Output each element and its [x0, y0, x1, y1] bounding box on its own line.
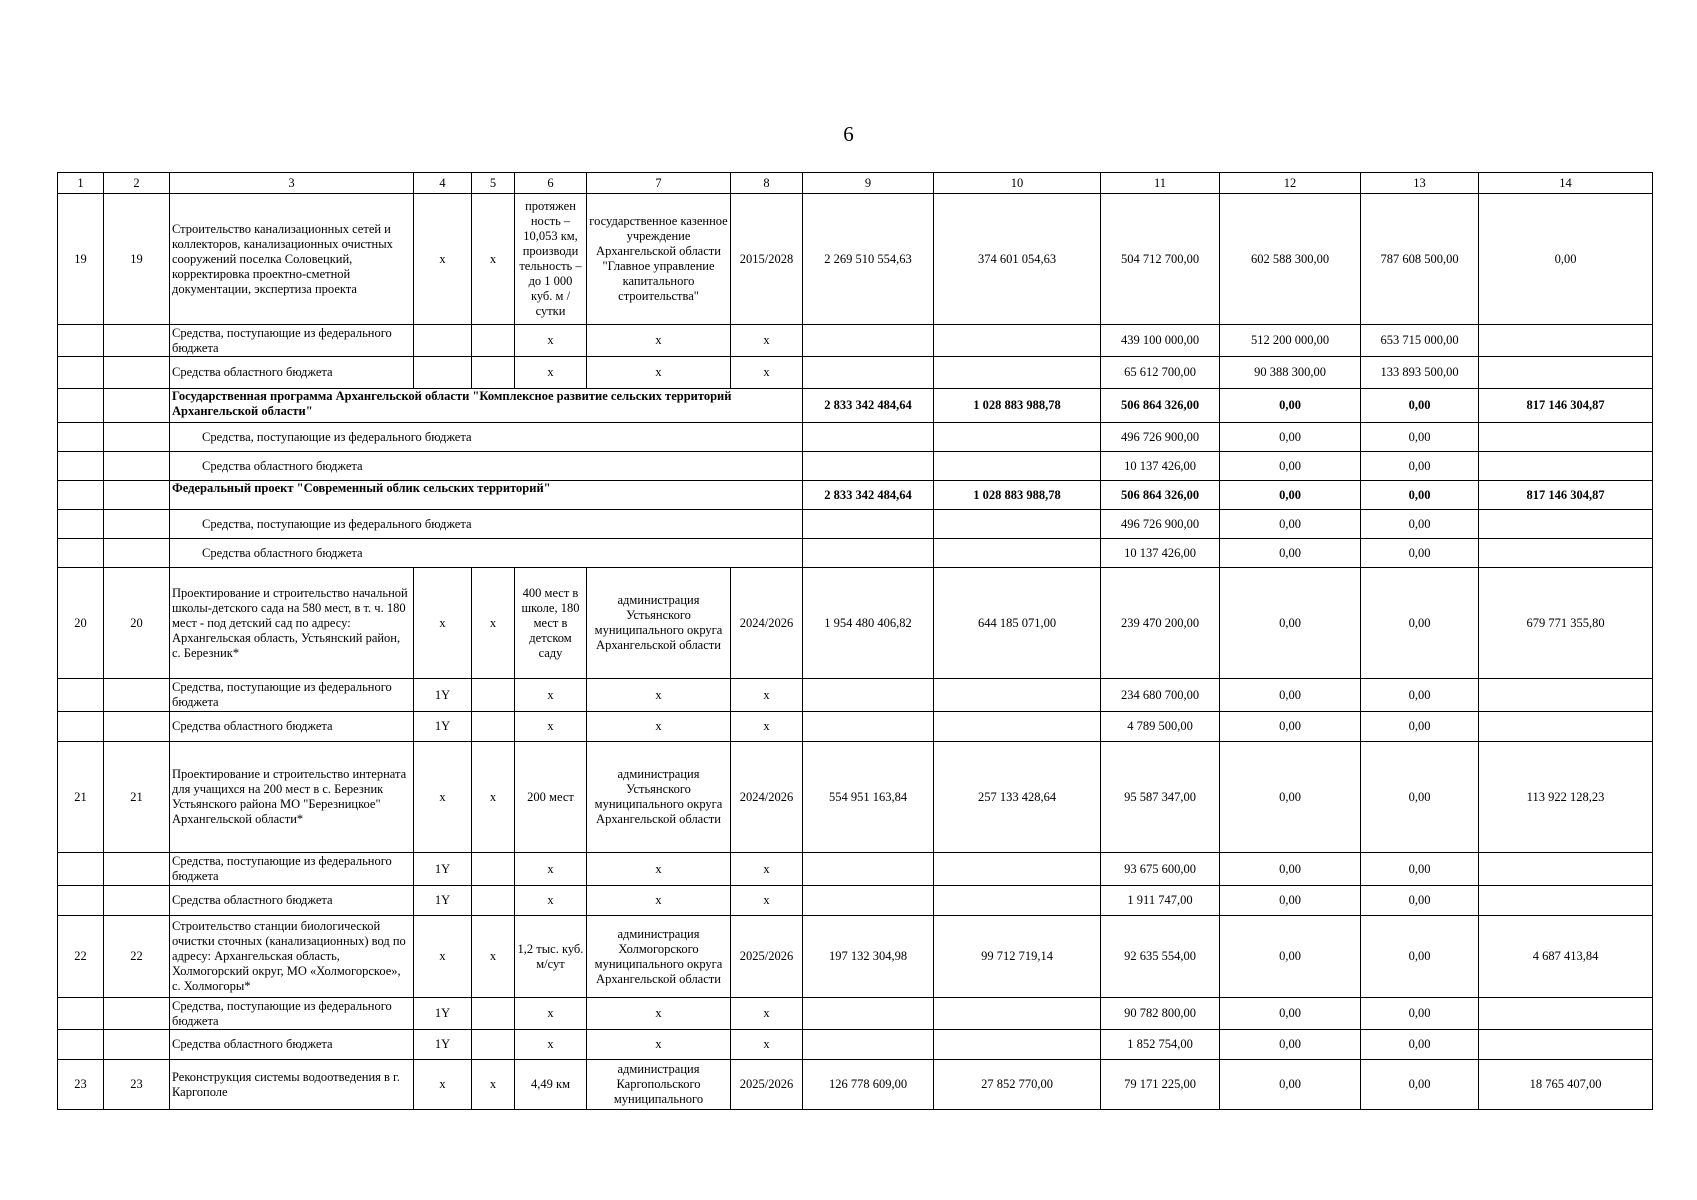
period: 2015/2028	[731, 194, 803, 325]
cell-8: x	[731, 998, 803, 1030]
cell-7: x	[587, 325, 731, 357]
program-title: Государственная программа Архангельской области "Комплексное развитие сельских территорий Архангельской области"	[170, 389, 803, 423]
funding-label: Средства, поступающие из федерального бюджета	[170, 998, 414, 1030]
cell-8: x	[731, 886, 803, 916]
amount-13: 0,00	[1361, 998, 1479, 1030]
amount-14: 679 771 355,80	[1479, 568, 1653, 679]
amount-12: 0,00	[1220, 568, 1361, 679]
amount-11: 506 864 326,00	[1101, 389, 1220, 423]
amount-14: 817 146 304,87	[1479, 481, 1653, 510]
cell-8: x	[731, 1030, 803, 1060]
capacity: 200 мест	[515, 742, 587, 853]
cell-4: 1Y	[414, 1030, 472, 1060]
table-row	[58, 886, 1653, 916]
table-row	[58, 452, 1653, 481]
amount-12: 0,00	[1220, 452, 1361, 481]
cell-8: x	[731, 712, 803, 742]
cell-6: x	[515, 712, 587, 742]
amount-11: 506 864 326,00	[1101, 481, 1220, 510]
amount-14: 18 765 407,00	[1479, 1060, 1653, 1110]
amount-11: 10 137 426,00	[1101, 539, 1220, 568]
page-number: 6	[843, 122, 854, 146]
cell-5: x	[472, 742, 515, 853]
col-header: 10	[934, 173, 1101, 194]
customer: администрация Каргопольского муниципального	[587, 1060, 731, 1110]
amount-13: 0,00	[1361, 679, 1479, 712]
col-header: 4	[414, 173, 472, 194]
cell-7: x	[587, 679, 731, 712]
amount-9: 554 951 163,84	[803, 742, 934, 853]
row-number: 21	[104, 742, 170, 853]
amount-11: 234 680 700,00	[1101, 679, 1220, 712]
amount-13: 0,00	[1361, 1030, 1479, 1060]
amount-12: 602 588 300,00	[1220, 194, 1361, 325]
amount-13: 0,00	[1361, 452, 1479, 481]
amount-9: 126 778 609,00	[803, 1060, 934, 1110]
cell-5: x	[472, 194, 515, 325]
amount-12: 0,00	[1220, 679, 1361, 712]
object-name: Реконструкция системы водоотведения в г. Каргополе	[170, 1060, 414, 1110]
table-row	[58, 1060, 1653, 1110]
object-name: Строительство станции биологической очистки сточных (канализационных) вод по адресу: Архангельская область, Холмогорский округ, МО «Холмогорское», с. Холмогоры*	[170, 916, 414, 998]
amount-11: 95 587 347,00	[1101, 742, 1220, 853]
amount-12: 90 388 300,00	[1220, 357, 1361, 389]
amount-12: 512 200 000,00	[1220, 325, 1361, 357]
amount-11: 1 852 754,00	[1101, 1030, 1220, 1060]
table-row	[58, 853, 1653, 886]
column-number-row	[58, 173, 1653, 194]
amount-10: 1 028 883 988,78	[934, 481, 1101, 510]
object-name: Проектирование и строительство интерната для учащихся на 200 мест в с. Березник Устьянского района МО "Березницкое" Архангельской области*	[170, 742, 414, 853]
row-number: 23	[104, 1060, 170, 1110]
cell-6: x	[515, 853, 587, 886]
amount-9: 2 269 510 554,63	[803, 194, 934, 325]
col-header: 8	[731, 173, 803, 194]
cell-4: 1Y	[414, 853, 472, 886]
col-header: 5	[472, 173, 515, 194]
amount-13: 0,00	[1361, 389, 1479, 423]
amount-11: 79 171 225,00	[1101, 1060, 1220, 1110]
cell-4: 1Y	[414, 679, 472, 712]
period: 2024/2026	[731, 742, 803, 853]
amount-11: 239 470 200,00	[1101, 568, 1220, 679]
cell-7: x	[587, 853, 731, 886]
period: 2024/2026	[731, 568, 803, 679]
cell-8: x	[731, 325, 803, 357]
amount-13: 653 715 000,00	[1361, 325, 1479, 357]
funding-label: Средства областного бюджета	[170, 539, 803, 568]
capacity: 400 мест в школе, 180 мест в детском саду	[515, 568, 587, 679]
col-header: 14	[1479, 173, 1653, 194]
cell-5: x	[472, 568, 515, 679]
cell-4: 1Y	[414, 712, 472, 742]
amount-11: 504 712 700,00	[1101, 194, 1220, 325]
capacity: протяжен ность – 10,053 км, производи тельность – до 1 000 куб. м / сутки	[515, 194, 587, 325]
col-header: 11	[1101, 173, 1220, 194]
amount-13: 133 893 500,00	[1361, 357, 1479, 389]
amount-14: 0,00	[1479, 194, 1653, 325]
table-row	[58, 325, 1653, 357]
amount-12: 0,00	[1220, 510, 1361, 539]
funding-label: Средства, поступающие из федерального бюджета	[170, 325, 414, 357]
object-name: Проектирование и строительство начальной школы-детского сада на 580 мест, в т. ч. 180 мест - под детский сад по адресу: Архангельская область, Устьянский район, с. Березник*	[170, 568, 414, 679]
cell-7: x	[587, 712, 731, 742]
amount-10: 644 185 071,00	[934, 568, 1101, 679]
cell-6: x	[515, 1030, 587, 1060]
capacity: 1,2 тыс. куб. м/сут	[515, 916, 587, 998]
amount-14: 113 922 128,23	[1479, 742, 1653, 853]
cell-4: x	[414, 742, 472, 853]
cell-4: x	[414, 1060, 472, 1110]
amount-12: 0,00	[1220, 712, 1361, 742]
capacity: 4,49 км	[515, 1060, 587, 1110]
amount-11: 439 100 000,00	[1101, 325, 1220, 357]
col-header: 12	[1220, 173, 1361, 194]
cell-6: x	[515, 886, 587, 916]
amount-12: 0,00	[1220, 853, 1361, 886]
cell-7: x	[587, 357, 731, 389]
col-header: 2	[104, 173, 170, 194]
table-row	[58, 998, 1653, 1030]
amount-12: 0,00	[1220, 389, 1361, 423]
row-number: 22	[104, 916, 170, 998]
customer: администрация Устьянского муниципального округа Архангельской области	[587, 742, 731, 853]
amount-12: 0,00	[1220, 916, 1361, 998]
table-row	[58, 568, 1653, 679]
funding-label: Средства областного бюджета	[170, 357, 414, 389]
amount-12: 0,00	[1220, 423, 1361, 452]
amount-11: 496 726 900,00	[1101, 423, 1220, 452]
table-row	[58, 916, 1653, 998]
period: 2025/2026	[731, 916, 803, 998]
amount-13: 0,00	[1361, 423, 1479, 452]
object-name: Строительство канализационных сетей и коллекторов, канализационных очистных сооружений поселка Соловецкий, корректировка проектно-сметной документации, экспертиза проекта	[170, 194, 414, 325]
amount-13: 0,00	[1361, 568, 1479, 679]
table-row	[58, 194, 1653, 325]
cell-7: x	[587, 998, 731, 1030]
cell-4: x	[414, 568, 472, 679]
amount-10: 257 133 428,64	[934, 742, 1101, 853]
amount-10: 99 712 719,14	[934, 916, 1101, 998]
cell-5: x	[472, 916, 515, 998]
col-header: 7	[587, 173, 731, 194]
cell-4: 1Y	[414, 998, 472, 1030]
funding-label: Средства, поступающие из федерального бюджета	[170, 510, 803, 539]
table-row	[58, 423, 1653, 452]
cell-6: x	[515, 679, 587, 712]
cell-4: 1Y	[414, 886, 472, 916]
amount-9: 197 132 304,98	[803, 916, 934, 998]
project-title: Федеральный проект "Современный облик сельских территорий"	[170, 481, 803, 510]
amount-11: 10 137 426,00	[1101, 452, 1220, 481]
program-row	[58, 389, 1653, 423]
period: 2025/2026	[731, 1060, 803, 1110]
funding-label: Средства, поступающие из федерального бюджета	[170, 853, 414, 886]
col-header: 6	[515, 173, 587, 194]
amount-11: 1 911 747,00	[1101, 886, 1220, 916]
amount-10: 374 601 054,63	[934, 194, 1101, 325]
row-index: 22	[58, 916, 104, 998]
amount-12: 0,00	[1220, 886, 1361, 916]
col-header: 3	[170, 173, 414, 194]
amount-9: 2 833 342 484,64	[803, 389, 934, 423]
table-row	[58, 539, 1653, 568]
amount-10: 27 852 770,00	[934, 1060, 1101, 1110]
row-index: 19	[58, 194, 104, 325]
cell-5: x	[472, 1060, 515, 1110]
row-number: 20	[104, 568, 170, 679]
amount-9: 1 954 480 406,82	[803, 568, 934, 679]
customer: администрация Холмогорского муниципального округа Архангельской области	[587, 916, 731, 998]
amount-14: 4 687 413,84	[1479, 916, 1653, 998]
amount-12: 0,00	[1220, 539, 1361, 568]
amount-12: 0,00	[1220, 998, 1361, 1030]
customer: государственное казенное учреждение Архангельской области "Главное управление капитального строительства"	[587, 194, 731, 325]
row-index: 23	[58, 1060, 104, 1110]
table-row	[58, 679, 1653, 712]
amount-13: 0,00	[1361, 742, 1479, 853]
amount-11: 92 635 554,00	[1101, 916, 1220, 998]
funding-label: Средства областного бюджета	[170, 886, 414, 916]
amount-12: 0,00	[1220, 1030, 1361, 1060]
amount-12: 0,00	[1220, 481, 1361, 510]
amount-11: 65 612 700,00	[1101, 357, 1220, 389]
cell-6: x	[515, 325, 587, 357]
funding-label: Средства областного бюджета	[170, 712, 414, 742]
table-row	[58, 742, 1653, 853]
customer: администрация Устьянского муниципального округа Архангельской области	[587, 568, 731, 679]
amount-13: 0,00	[1361, 712, 1479, 742]
amount-13: 0,00	[1361, 886, 1479, 916]
amount-13: 0,00	[1361, 539, 1479, 568]
funding-label: Средства областного бюджета	[170, 1030, 414, 1060]
row-index: 20	[58, 568, 104, 679]
amount-11: 93 675 600,00	[1101, 853, 1220, 886]
amount-13: 0,00	[1361, 853, 1479, 886]
cell-8: x	[731, 853, 803, 886]
row-index: 21	[58, 742, 104, 853]
table-row	[58, 357, 1653, 389]
amount-13: 787 608 500,00	[1361, 194, 1479, 325]
row-number: 19	[104, 194, 170, 325]
investment-table	[57, 172, 1653, 1110]
amount-12: 0,00	[1220, 1060, 1361, 1110]
amount-13: 0,00	[1361, 510, 1479, 539]
amount-13: 0,00	[1361, 916, 1479, 998]
funding-label: Средства областного бюджета	[170, 452, 803, 481]
cell-4: x	[414, 194, 472, 325]
cell-6: x	[515, 357, 587, 389]
cell-7: x	[587, 886, 731, 916]
amount-10: 1 028 883 988,78	[934, 389, 1101, 423]
amount-11: 496 726 900,00	[1101, 510, 1220, 539]
amount-12: 0,00	[1220, 742, 1361, 853]
amount-11: 4 789 500,00	[1101, 712, 1220, 742]
amount-13: 0,00	[1361, 1060, 1479, 1110]
funding-label: Средства, поступающие из федерального бюджета	[170, 679, 414, 712]
cell-7: x	[587, 1030, 731, 1060]
col-header: 1	[58, 173, 104, 194]
col-header: 13	[1361, 173, 1479, 194]
table-row	[58, 1030, 1653, 1060]
cell-8: x	[731, 357, 803, 389]
funding-label: Средства, поступающие из федерального бюджета	[170, 423, 803, 452]
table-row	[58, 510, 1653, 539]
cell-8: x	[731, 679, 803, 712]
table-row	[58, 712, 1653, 742]
cell-4: x	[414, 916, 472, 998]
amount-13: 0,00	[1361, 481, 1479, 510]
col-header: 9	[803, 173, 934, 194]
amount-11: 90 782 800,00	[1101, 998, 1220, 1030]
project-row	[58, 481, 1653, 510]
cell-6: x	[515, 998, 587, 1030]
amount-9: 2 833 342 484,64	[803, 481, 934, 510]
amount-14: 817 146 304,87	[1479, 389, 1653, 423]
